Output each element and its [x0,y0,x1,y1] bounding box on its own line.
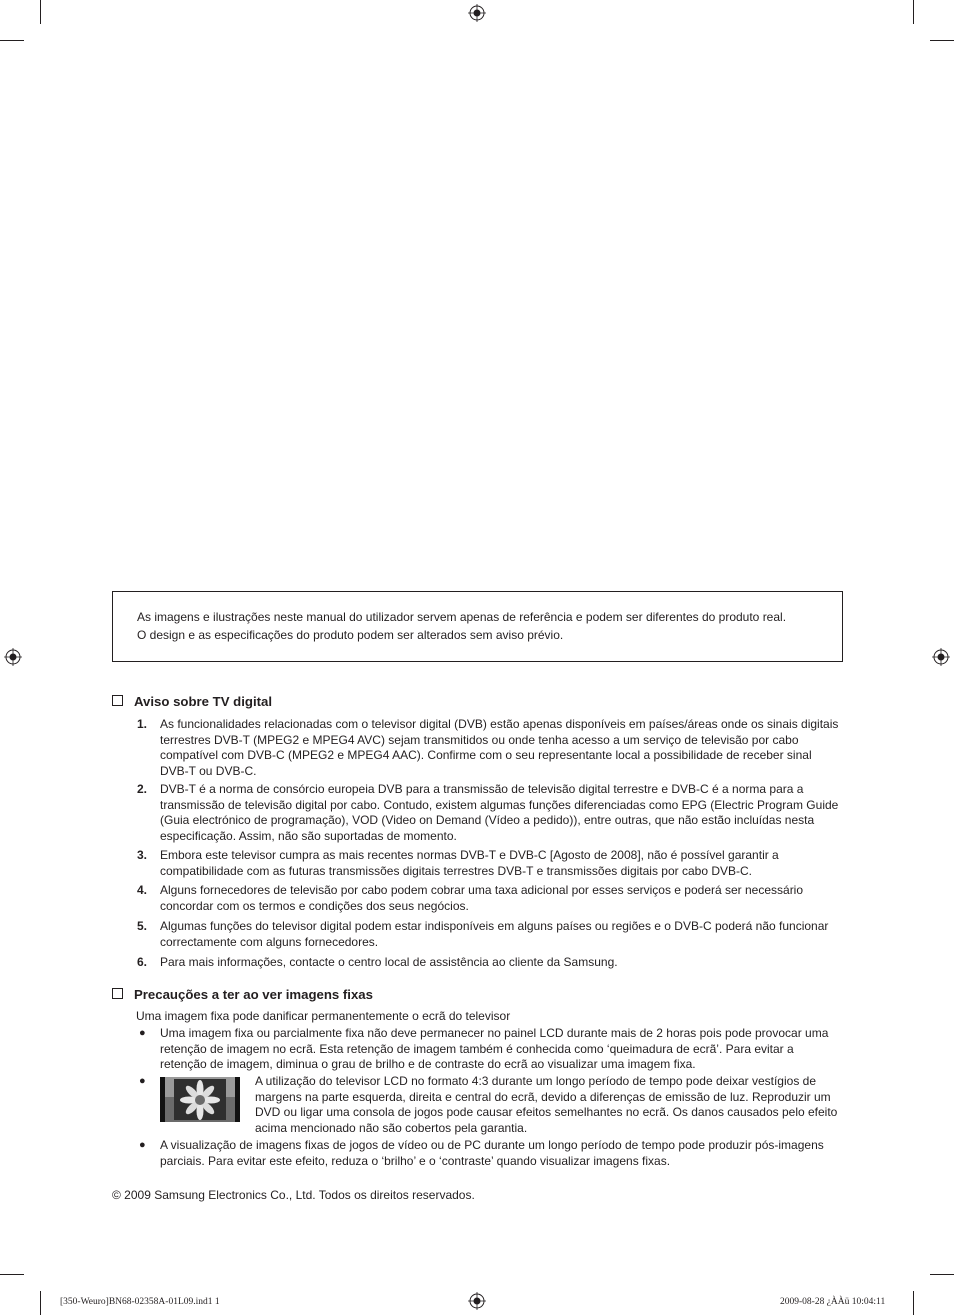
copyright: © 2009 Samsung Electronics Co., Ltd. Todos os direitos reservados. [112,1188,475,1202]
list-item [112,955,842,971]
item-text: As funcionalidades relacionadas com o televisor digital (DVB) estão apenas disponíveis em países/áreas onde os sinais digitais terrestres DVB-T (MPEG2 e MPEG4 AVC) sejam transmitidos ou onde tenha acesso a um serviço de televisão por cabo compatível com DVB-C (MPEG2 e MPEG4 AAC). Confirme com o seu representante local a possibilidade de receber sinal DVB-T ou DVB-C. [160,717,839,778]
disclaimer-line: As imagens e ilustrações neste manual do utilizador servem apenas de referência e podem ser diferentes do produto real. [137,610,787,624]
item-text: A utilização do televisor LCD no formato 4:3 durante um longo período de tempo pode deixar vestígios de margens na parte esquerda, direita e central do ecrã, devido a diferenças de emissão de luz. Reproduzir um DVD ou ligar uma consola de jogos pode causar efeitos semelhantes no ecrã. Os danos causados pelo efeito acima mencionado não são cobertos pela garantia. [255,1074,838,1135]
crop-mark [913,1291,914,1315]
item-text: Algumas funções do televisor digital podem estar indisponíveis em alguns países ou regiões e o DVB-C poderá não funcionar correctamente com alguns fornecedores. [160,919,829,949]
item-number: 6. [137,955,148,969]
crop-mark [930,1274,954,1275]
item-number: 2. [137,782,148,796]
list-item [112,848,842,879]
registration-mark-icon [4,648,22,666]
bullet-icon: ● [139,1027,146,1039]
item-number: 1. [137,717,148,731]
item-number: 3. [137,848,148,862]
list-item [112,919,842,950]
crop-mark [0,40,24,41]
bullet-icon: ● [139,1139,146,1151]
item-text: Para mais informações, contacte o centro local de assistência ao cliente da Samsung. [160,955,618,969]
flower-image-icon [160,1077,240,1122]
checkbox-square-icon [112,988,123,999]
crop-mark [40,1291,41,1315]
crop-mark [40,0,41,24]
item-text: A visualização de imagens fixas de jogos de vídeo ou de PC durante um longo período de tempo pode produzir pós-imagens parciais. Para evitar este efeito, reduza o ‘brilho’ e o ‘contraste’ quando visualizar imagens fixas. [160,1138,824,1168]
section-title-text: Aviso sobre TV digital [134,694,273,709]
checkbox-square-icon [112,695,123,706]
list-item [112,1138,842,1169]
list-item [112,717,842,779]
print-slug-right: 2009-08-28 ¿ÀÀü 10:04:11 [780,1297,886,1307]
list-item [112,1026,842,1073]
bullet-icon: ● [139,1075,146,1087]
item-number: 4. [137,883,148,897]
item-text: DVB-T é a norma de consórcio europeia DVB para a transmissão de televisão digital terrestre e DVB-C é a norma para a transmissão de televisão digital por cabo. Contudo, existem algumas funções diferenciadas como EPG (Electric Program Guide (Guia electrónico de programação), VOD (Video on Demand (Vídeo a pedido)), entre outras, que não estão incluídas nesta especificação. Assim, não são suportadas de momento. [160,782,839,843]
print-slug-left: [350-Weuro]BN68-02358A-01L09.ind1 1 [60,1297,220,1307]
section-title [112,694,272,710]
crop-mark [913,0,914,24]
registration-mark-icon [468,4,486,22]
crop-mark [0,1274,24,1275]
list-item [112,883,842,914]
section-title [112,987,373,1003]
disclaimer-box [112,591,843,662]
item-text: Embora este televisor cumpra as mais recentes normas DVB-T e DVB-C [Agosto de 2008], não é possível garantir a compatibilidade com as futuras transmissões digitais terrestres DVB-T e transmissões digitais por cabo DVB-C. [160,848,779,878]
item-number: 5. [137,919,148,933]
item-text: Uma imagem fixa ou parcialmente fixa não deve permanecer no painel LCD durante mais de 2 horas pois pode provocar uma retenção de imagem no ecrã. Esta retenção de imagem também é conhecida como ‘queimadura de ecrã’. Para evitar a retenção de imagem, diminua o grau de brilho e de contraste do ecrã ao visualizar uma imagem fixa. [160,1026,829,1071]
section-lead: Uma imagem fixa pode danificar permanentemente o ecrã do televisor [136,1009,511,1023]
disclaimer-line: O design e as especificações do produto podem ser alterados sem aviso prévio. [137,628,564,642]
item-text: Alguns fornecedores de televisão por cabo podem cobrar uma taxa adicional por esses serviços e poderá ser necessário concordar com os termos e condições dos seus negócios. [160,883,804,913]
tv-screen-illustration [160,1077,240,1122]
section-title-text: Precauções a ter ao ver imagens fixas [134,987,373,1002]
registration-mark-icon [932,648,950,666]
list-item [112,782,842,844]
crop-mark [930,40,954,41]
registration-mark-icon [468,1292,486,1310]
